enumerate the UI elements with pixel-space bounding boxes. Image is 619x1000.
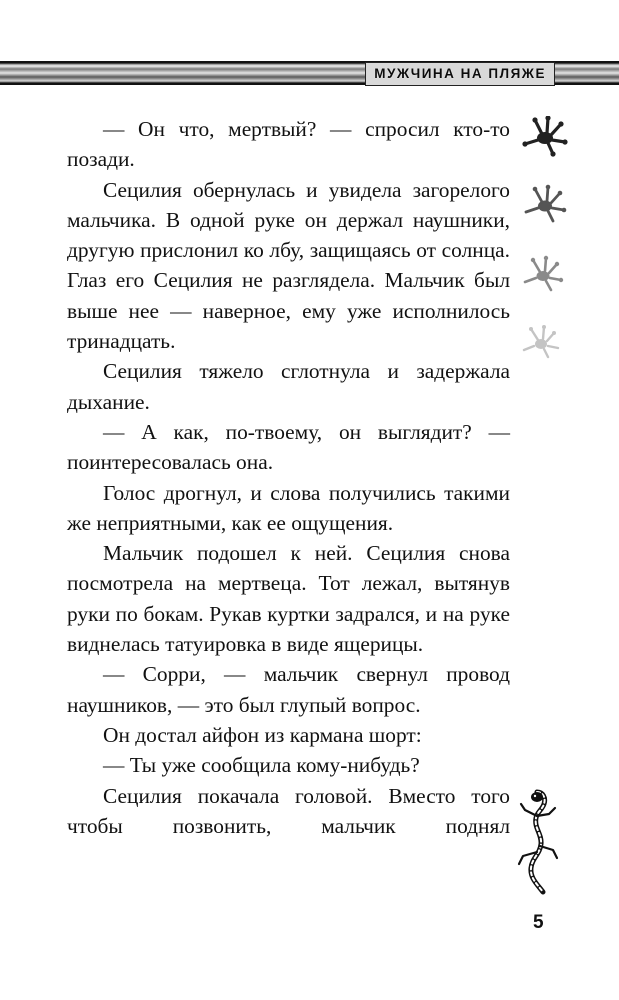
paragraph: — Он что, мертвый? — спросил кто-то позади. (67, 117, 510, 172)
lizard-footprint-icon (524, 325, 558, 357)
paragraph: Мальчик подошел к ней. Сецилия снова посмотрела на мертвеца. Тот лежал, вытянув руки по бокам. Рукав куртки задрался, и на руке виднелась татуировка в виде ящерицы. (67, 541, 510, 657)
lizard-footprint-icon (526, 185, 566, 221)
running-header-title: МУЖЧИНА НА ПЛЯЖЕ (365, 62, 555, 86)
lizard-icon (515, 788, 559, 898)
paragraph: — А как, по-твоему, он выглядит? — поинтересовалась она. (67, 419, 510, 475)
page-number: 5 (533, 912, 544, 933)
paragraph: — Ты уже сообщила кому-нибудь? (103, 753, 420, 778)
lizard-footprint-icon (525, 256, 563, 290)
paragraph: Голос дрогнул, и слова получились такими же неприятными, как ее ощущения. (67, 480, 510, 535)
paragraph: Сецилия покачала головой. Вместо того чтобы позвонить, мальчик поднял (67, 783, 510, 838)
body-text (67, 114, 510, 841)
lizard-footprint-icon (522, 116, 567, 157)
paragraph: Он достал айфон из кармана шорт: (103, 722, 422, 747)
paragraph: Сецилия обернулась и увидела загорелого мальчика. В одной руке он держал наушники, другую прислонил ко лбу, защищаясь от солнца. Глаз его Сецилия не разглядела. Мальчик был выше нее — наверное, ему уже исполнилось тринадцать. (67, 177, 510, 354)
paragraph: — Сорри, — мальчик свернул провод наушников, — это был глупый вопрос. (67, 662, 510, 717)
footprints-decoration (515, 116, 575, 376)
paragraph: Сецилия тяжело сглотнула и задержала дыхание. (67, 359, 510, 414)
